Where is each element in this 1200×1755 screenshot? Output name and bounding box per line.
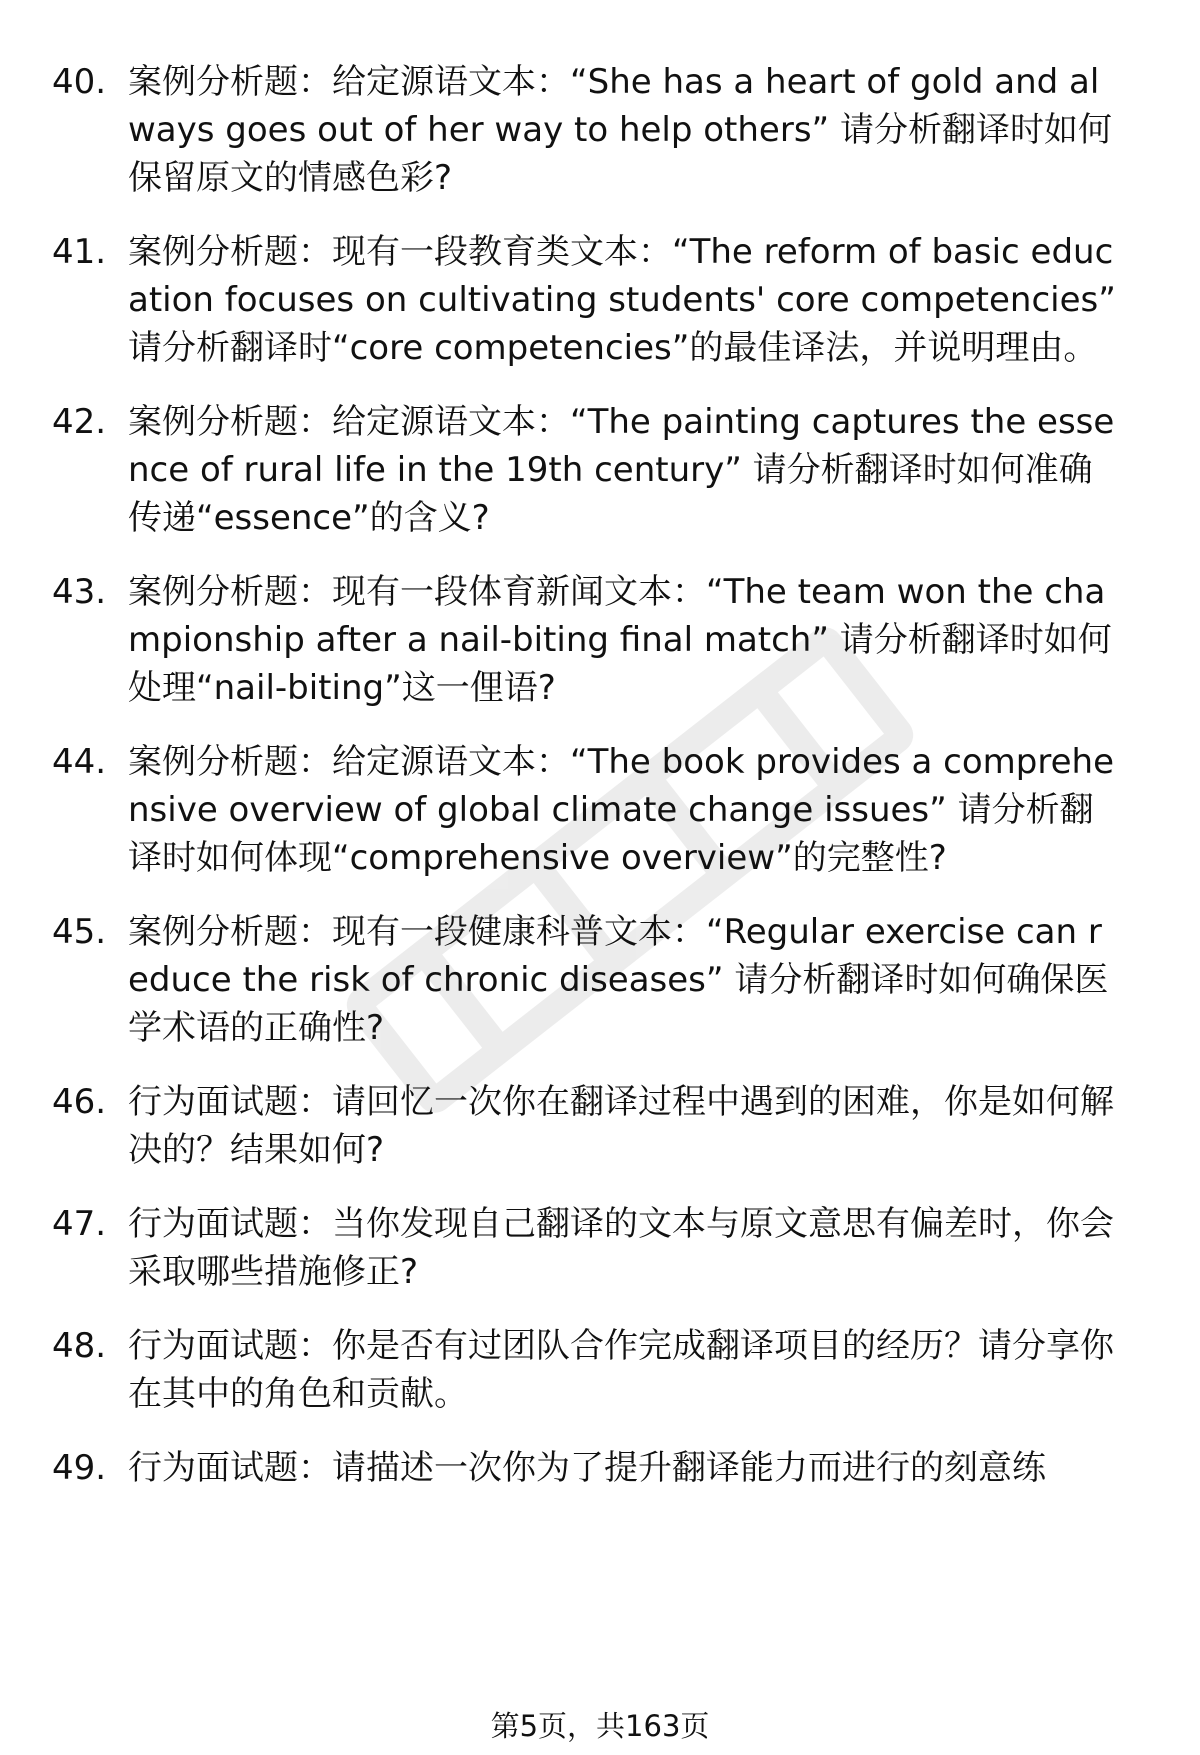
question-number: 47. xyxy=(52,1204,107,1244)
question-text: 案例分析题：现有一段健康科普文本：“Regular exercise can reduce the risk of chronic diseases” 请分析翻译时如何确保医学术语的正确性? xyxy=(128,912,1109,1048)
question-number: 41. xyxy=(52,232,107,272)
question-text: 行为面试题：请回忆一次你在翻译过程中遇到的困难，你是如何解决的？结果如何? xyxy=(128,1082,1114,1170)
question-item xyxy=(52,1078,1118,1174)
question-text: 案例分析题：给定源语文本：“She has a heart of gold and always goes out of her way to help others” 请分析翻译时如何保留原文的情感色彩? xyxy=(128,62,1112,198)
question-item xyxy=(52,398,1118,542)
question-number: 44. xyxy=(52,742,107,782)
question-number: 48. xyxy=(52,1326,107,1366)
question-item xyxy=(52,228,1118,372)
question-number: 40. xyxy=(52,62,107,102)
question-item xyxy=(52,1444,1118,1492)
question-text: 案例分析题：给定源语文本：“The painting captures the essence of rural life in the 19th century” 请分析翻译时如何准确传递“essence”的含义? xyxy=(128,402,1115,538)
question-item xyxy=(52,1322,1118,1418)
question-number: 46. xyxy=(52,1082,107,1122)
question-number: 43. xyxy=(52,572,107,612)
question-number: 45. xyxy=(52,912,107,952)
question-text: 行为面试题：你是否有过团队合作完成翻译项目的经历？请分享你在其中的角色和贡献。 xyxy=(128,1326,1114,1414)
question-item xyxy=(52,568,1118,712)
question-list xyxy=(52,58,1152,1518)
question-number: 42. xyxy=(52,402,107,442)
question-text: 行为面试题：当你发现自己翻译的文本与原文意思有偏差时，你会采取哪些措施修正? xyxy=(128,1204,1114,1292)
question-text: 案例分析题：给定源语文本：“The book provides a comprehensive overview of global climate change issues” 请分析翻译时如何体现“comprehensive overview”的完整性? xyxy=(128,742,1114,878)
question-item xyxy=(52,1200,1118,1296)
question-text: 案例分析题：现有一段教育类文本：“The reform of basic education focuses on cultivating students' core competencies” 请分析翻译时“core competencies”的最佳译法，并说明理由。 xyxy=(128,232,1116,368)
question-item xyxy=(52,58,1118,202)
question-text: 案例分析题：现有一段体育新闻文本：“The team won the championship after a nail-biting final match” 请分析翻译时如何处理“nail-biting”这一俚语? xyxy=(128,572,1112,708)
question-text: 行为面试题：请描述一次你为了提升翻译能力而进行的刻意练 xyxy=(128,1448,1046,1488)
question-item xyxy=(52,738,1118,882)
question-item xyxy=(52,908,1118,1052)
page-footer: 第5页，共163页 xyxy=(490,1709,710,1743)
question-number: 49. xyxy=(52,1448,107,1488)
